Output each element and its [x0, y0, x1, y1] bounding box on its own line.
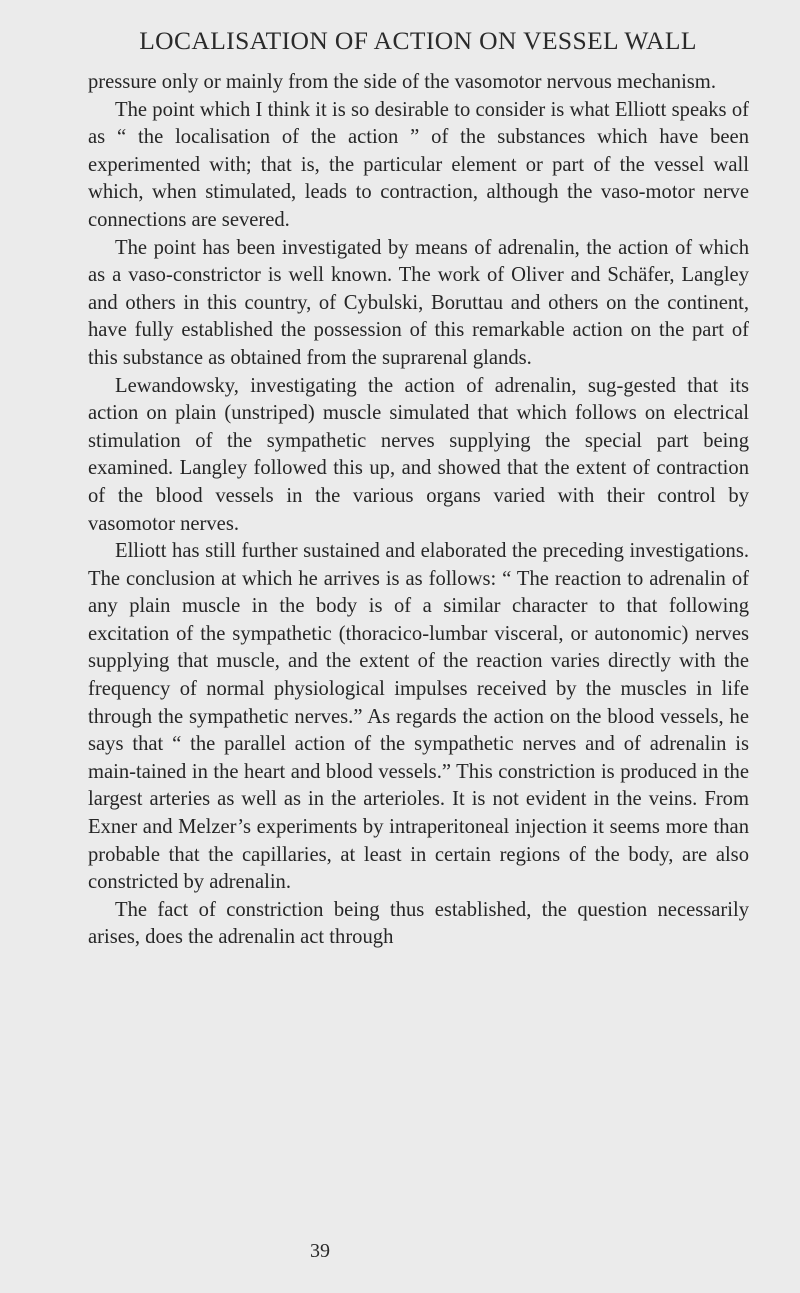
running-head: LOCALISATION OF ACTION ON VESSEL WALL	[139, 26, 697, 55]
paragraph-1: pressure only or mainly from the side of the vasomotor nervous mechanism.	[88, 71, 716, 93]
body-text	[88, 69, 749, 952]
paragraph-6: The fact of constriction being thus established, the question necessarily arises, does the adrenalin act through	[88, 898, 749, 949]
paragraph-2: The point which I think it is so desirable to consider is what Elliott speaks of as “ the localisation of the action ” of the substances which have been experimented with; that is, the particular element or part of the vessel wall which, when stimulated, leads to contraction, although the vaso-motor nerve connections are severed.	[88, 98, 749, 231]
paragraph-5: Elliott has still further sustained and elaborated the preceding investigations. The conclusion at which he arrives is as follows: “ The reaction to adrenalin of any plain muscle in the body is of a similar character to that following excitation of the sympathetic (thoracico-lumbar visceral, or autonomic) nerves supplying that muscle, and the extent of the reaction varies directly with the frequency of normal physiological impulses received by the muscles in life through the sympathetic nerves.” As regards the action on the blood vessels, he says that “ the parallel action of the sympathetic nerves and of adrenalin is main-tained in the heart and blood vessels.” This constriction is produced in the largest arteries as well as in the arterioles. It is not evident in the veins. From Exner and Melzer’s experiments by intraperitoneal injection it seems more than probable that the capillaries, at least in certain regions of the body, are also constricted by adrenalin.	[88, 540, 749, 894]
paragraph-4: Lewandowsky, investigating the action of adrenalin, sug-gested that its action on plain (unstriped) muscle simulated that which follows on electrical stimulation of the sympathetic nerves supplying the special part being examined. Langley followed this up, and showed that the extent of contraction of the blood vessels in the various organs varied with their control by vasomotor nerves.	[88, 374, 749, 535]
paragraph-3: The point has been investigated by means of adrenalin, the action of which as a vaso-constrictor is well known. The work of Oliver and Schäfer, Langley and others in this country, of Cybulski, Boruttau and others on the continent, have fully established the possession of this remarkable action on the part of this substance as obtained from the suprarenal glands.	[88, 236, 749, 369]
page-number: 39	[310, 1240, 330, 1262]
